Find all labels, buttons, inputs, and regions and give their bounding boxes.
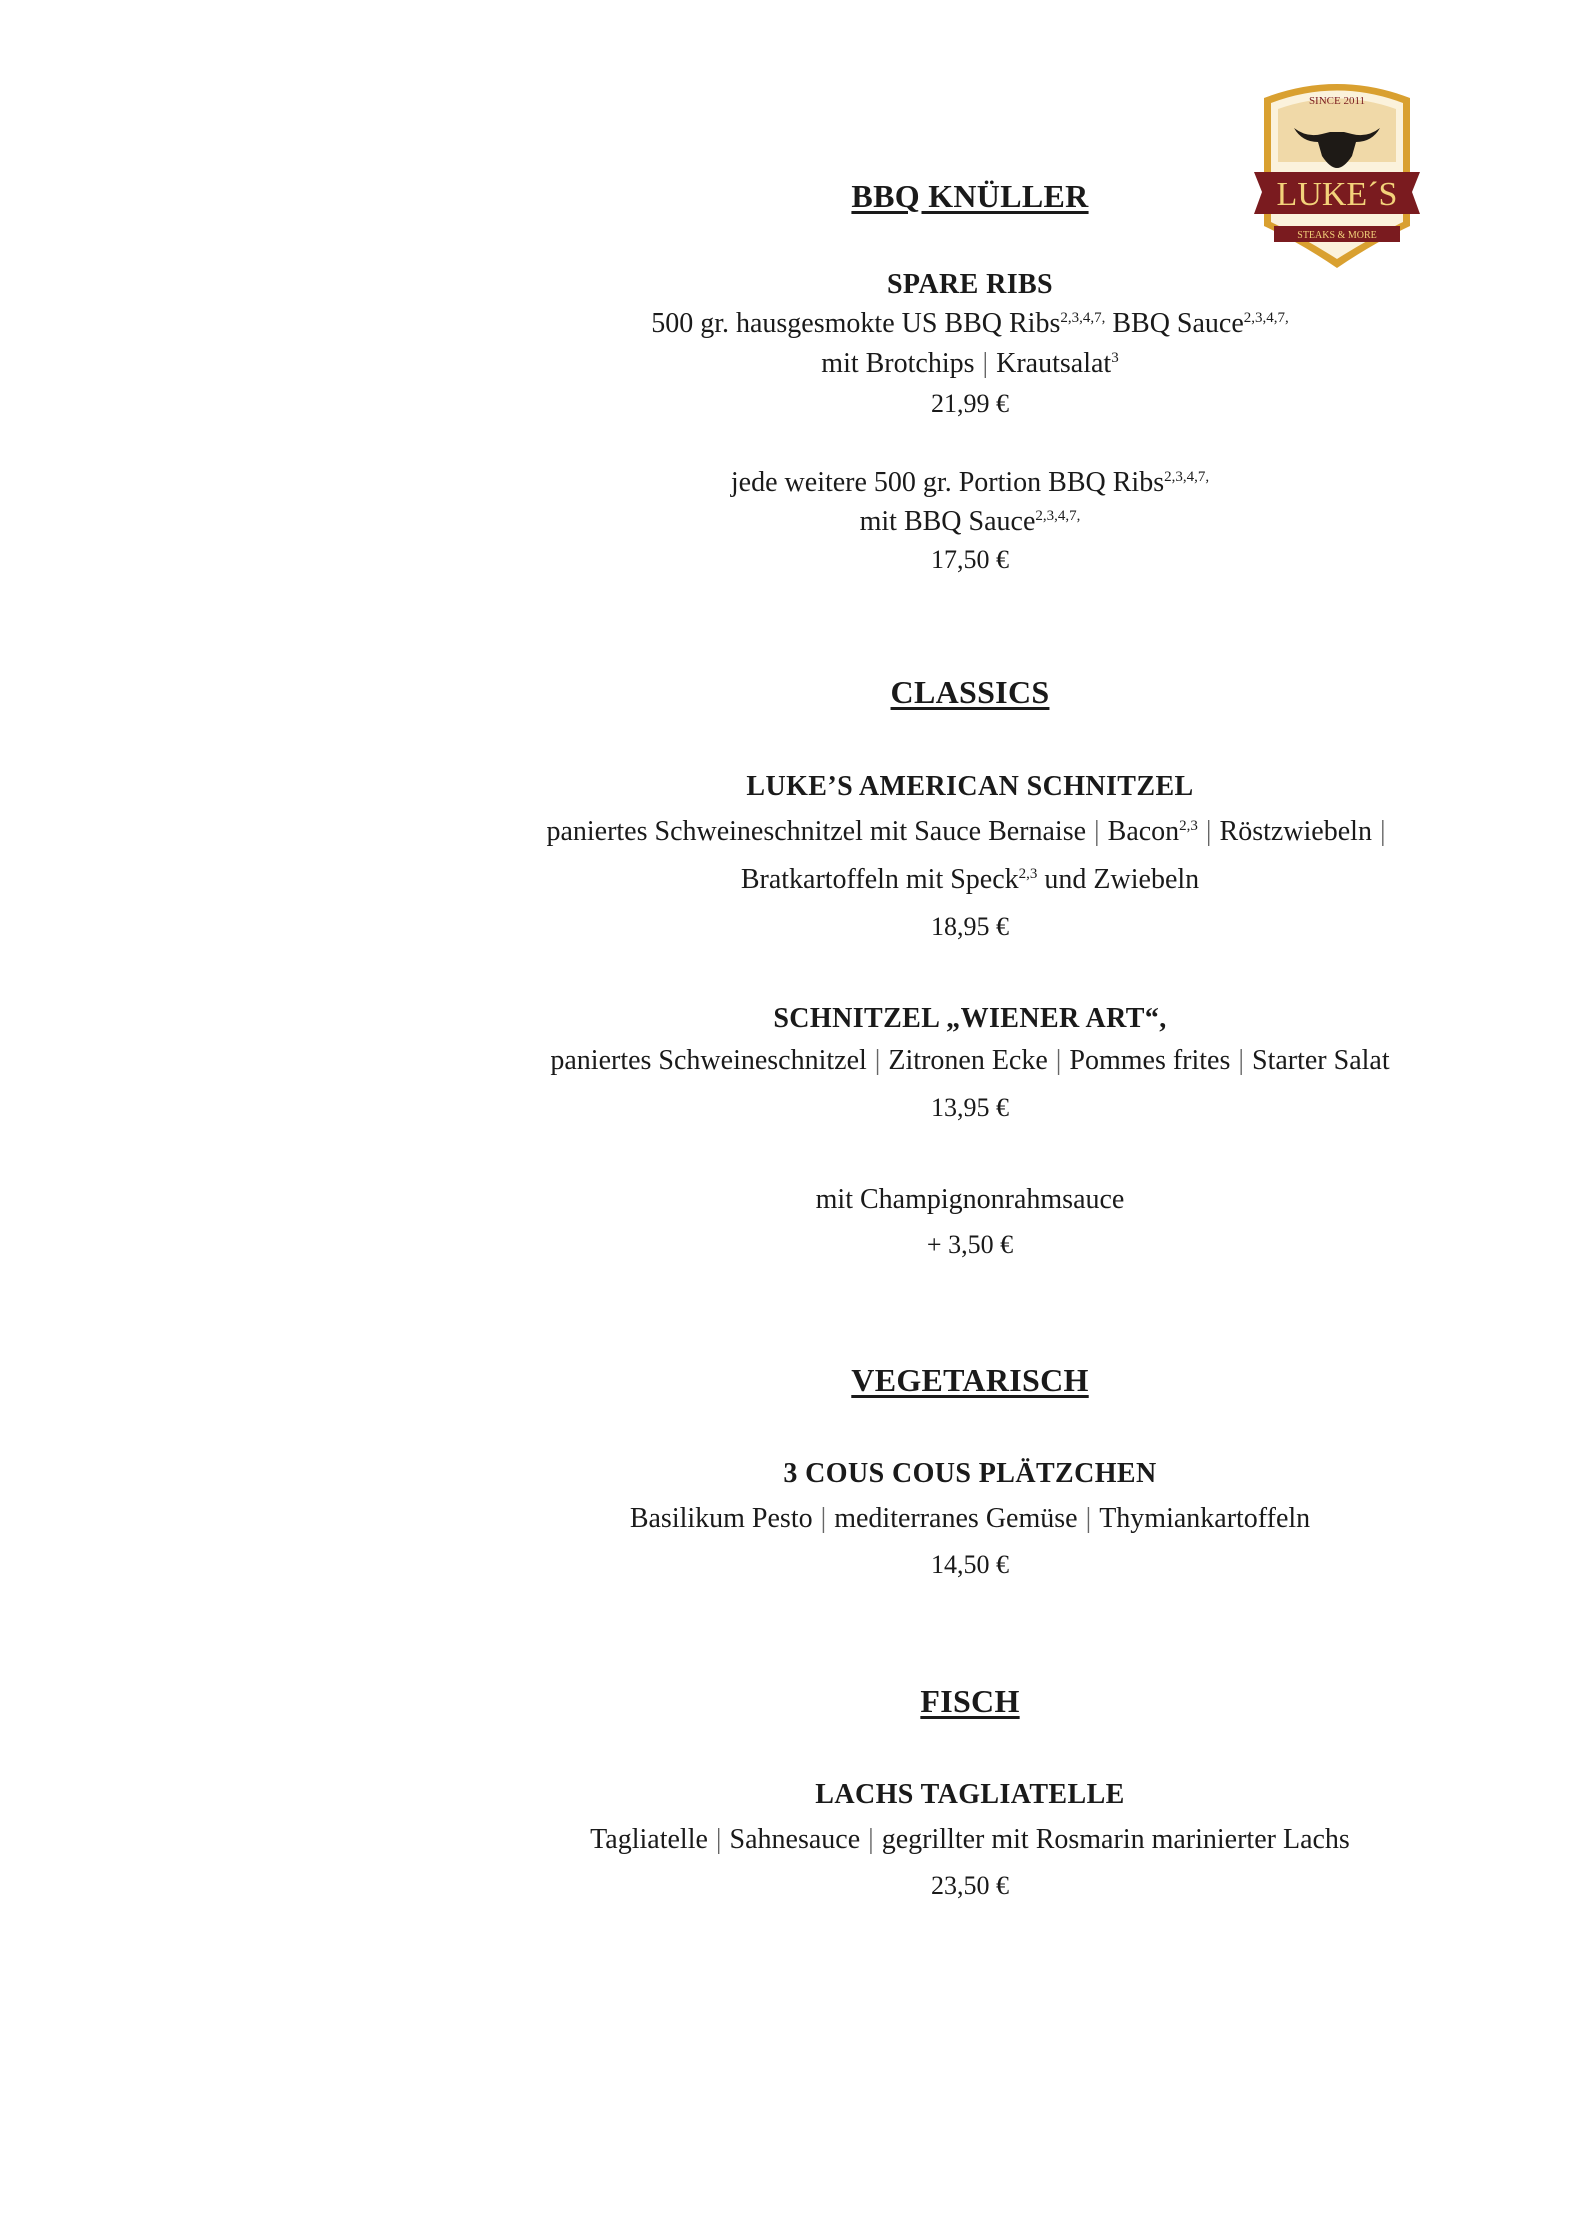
lukes-logo [1252, 76, 1422, 272]
item-title-american-schnitzel: LUKE’S AMERICAN SCHNITZEL [746, 771, 1194, 802]
section-title-classics: CLASSICS [890, 674, 1050, 710]
item-desc-line: mit BBQ Sauce$^{2,3,4,7,}$ [859, 506, 1081, 537]
item-price: 18,95 € [931, 912, 1009, 941]
item-price: 17,50 € [931, 545, 1009, 574]
item-price: 21,99 € [931, 389, 1009, 418]
logo-name: LUKE´S [1276, 176, 1398, 213]
item-title-lachs-tagliatelle: LACHS TAGLIATELLE [815, 1779, 1125, 1810]
section-title-vegetarisch: VEGETARISCH [851, 1362, 1089, 1398]
item-title-wiener-art: SCHNITZEL „WIENER ART“, [773, 1003, 1167, 1034]
item-desc-line: mit Champignonrahmsauce [815, 1184, 1125, 1215]
logo-since: SINCE 2011 [1308, 95, 1366, 107]
item-price: + 3,50 € [926, 1230, 1014, 1259]
item-title-spare-ribs: SPARE RIBS [886, 269, 1054, 300]
item-price: 23,50 € [931, 1871, 1009, 1900]
logo-tagline: STEAKS & MORE [1297, 230, 1377, 241]
item-price: 13,95 € [931, 1093, 1009, 1122]
item-desc-line: jede weitere 500 gr. Portion BBQ Ribs$^{2,3,4,7,}$ [730, 467, 1210, 498]
section-title-bbq: BBQ KNÜLLER [851, 178, 1089, 214]
item-desc-line: Tagliatelle | Sahnesauce | gegrillter mit Rosmarin marinierter Lachs [590, 1824, 1350, 1855]
item-desc-line: paniertes Schweineschnitzel | Zitronen Ecke | Pommes frites | Starter Salat [550, 1045, 1390, 1076]
item-desc-line: 500 gr. hausgesmokte US BBQ Ribs$^{2,3,4,7,}$ BBQ Sauce$^{2,3,4,7,}$ [651, 308, 1289, 339]
item-desc-line: Basilikum Pesto | mediterranes Gemüse | Thymiankartoffeln [629, 1503, 1311, 1534]
item-price: 14,50 € [931, 1550, 1009, 1579]
section-title-fisch: FISCH [920, 1683, 1020, 1719]
item-desc-line: Bratkartoffeln mit Speck$^{2,3}$ und Zwiebeln [740, 864, 1200, 895]
item-desc-line: mit Brotchips | Krautsalat$^3$ [821, 348, 1119, 379]
item-title-cous-cous: 3 COUS COUS PLÄTZCHEN [783, 1458, 1157, 1489]
lukes-logo-badge [1252, 76, 1422, 272]
item-desc-line: paniertes Schweineschnitzel mit Sauce Bernaise | Bacon$^{2,3}$ | Röstzwiebeln | [546, 816, 1386, 847]
